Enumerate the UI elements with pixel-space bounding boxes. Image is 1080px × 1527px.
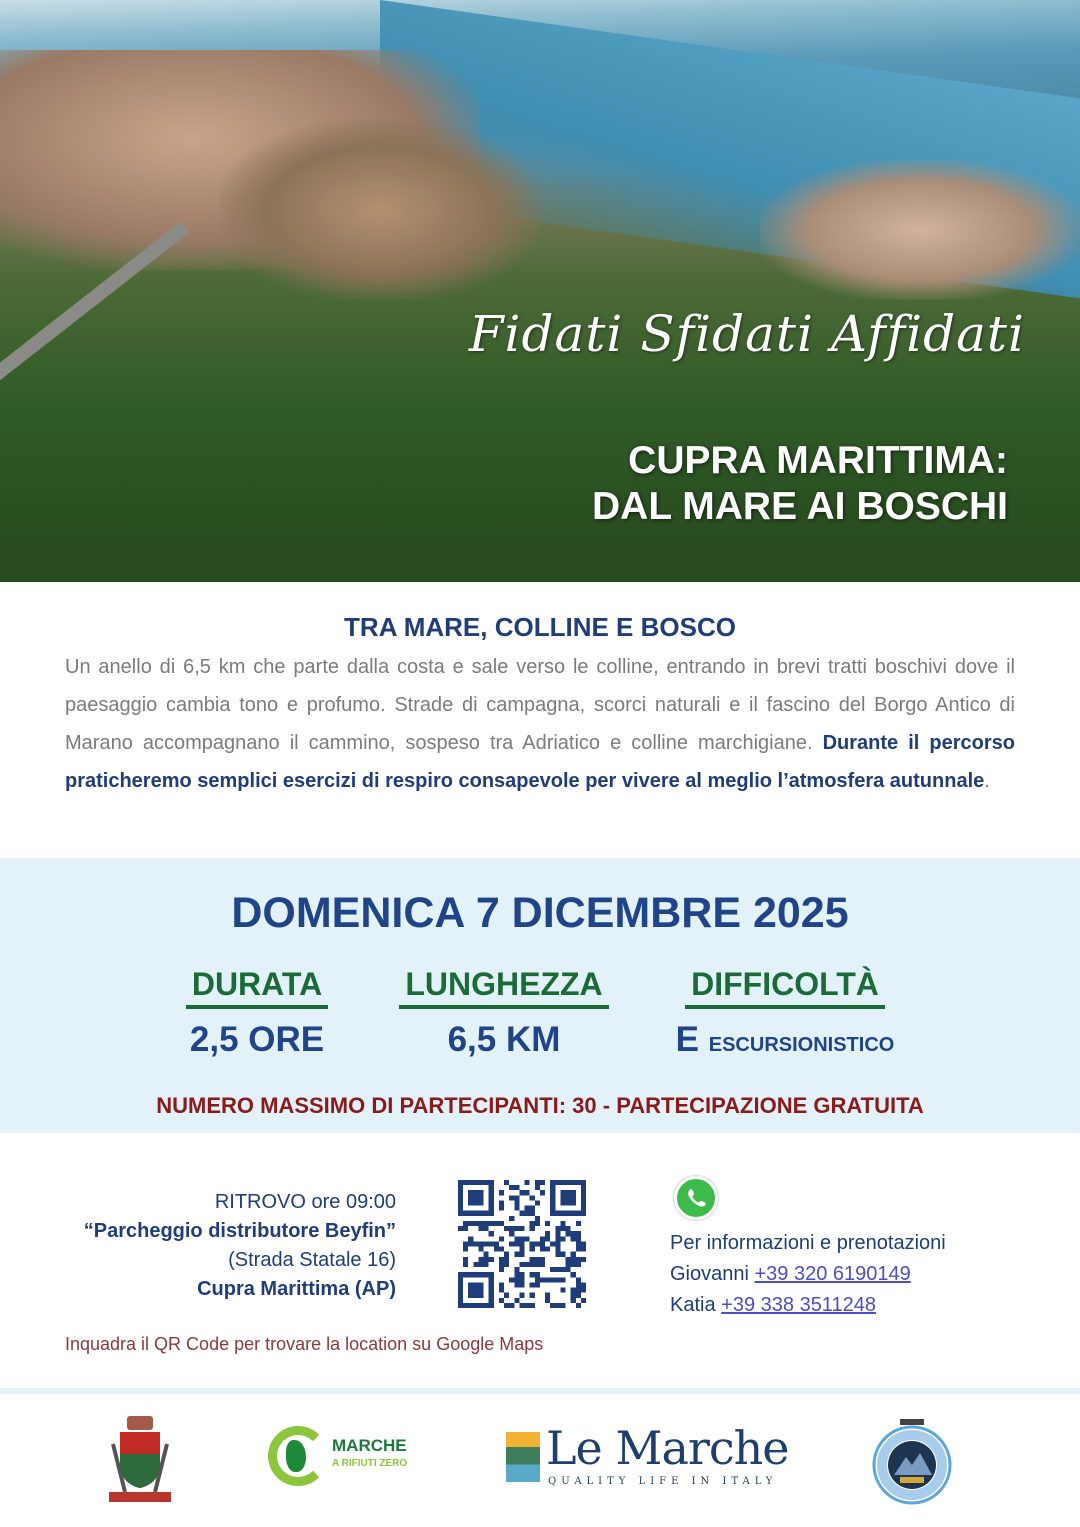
stat-difficulty: DIFFICOLTÀ E ESCURSIONISTICO	[675, 966, 895, 1059]
whatsapp-icon	[674, 1176, 718, 1220]
municipality-crest-logo	[105, 1414, 175, 1506]
intro-heading: TRA MARE, COLLINE E BOSCO	[344, 612, 736, 642]
le-marche-logo: Le Marche QUALITY LIFE IN ITALY	[506, 1424, 776, 1496]
stat-duration: DURATA 2,5 ORE	[176, 965, 338, 1061]
phone-link-giovanni[interactable]: +39 320 6190149	[754, 1263, 911, 1285]
qr-note: Inquadra il QR Code per trovare la location su Google Maps	[65, 1334, 544, 1354]
event-date: DOMENICA 7 DICEMBRE 2025	[231, 889, 849, 937]
marche-rifiuti-zero-logo: MARCHE A RIFIUTI ZERO	[268, 1426, 418, 1488]
phone-link-katia[interactable]: +39 338 3511248	[721, 1294, 876, 1316]
divider	[0, 1388, 1080, 1394]
participants-limit: NUMERO MASSIMO DI PARTECIPANTI: 30 - PARTECIPAZIONE GRATUITA	[156, 1093, 924, 1118]
contact-info: Per informazioni e prenotazioni Giovanni +39 320 6190149 Katia +39 338 3511248	[670, 1232, 946, 1316]
title-line-1: CUPRA MARITTIMA:	[628, 439, 1008, 482]
hero-image	[0, 0, 1080, 582]
castle	[220, 120, 540, 300]
title-line-2: DAL MARE AI BOSCHI	[591, 485, 1008, 528]
intro-section	[65, 612, 1015, 800]
hero-title	[592, 438, 1008, 530]
coastal-town	[760, 160, 1080, 300]
hiking-guide-badge-logo	[870, 1415, 954, 1507]
tagline: Fidati Sfidati Affidati	[468, 305, 1025, 363]
qr-code[interactable]	[457, 1180, 587, 1308]
intro-text: Un anello di 6,5 km che parte dalla costa e sale verso le colline, entrando in brevi tratti boschivi dove il paesaggio cambia tono e profumo. Strade di campagna, scorci naturali e il fascino del Borgo Antico di Marano accompagnano il cammino, sospeso tra Adriatico e colline marchigiane. Durante il percorso praticheremo semplici esercizi di respiro consapevole per vivere al meglio l’atmosfera autunnale.	[65, 656, 1015, 792]
meeting-point: RITROVO ore 09:00 “Parcheggio distributore Beyfin” (Strada Statale 16) Cupra Marittima (AP)	[83, 1191, 396, 1300]
stat-length: LUNGHEZZA 6,5 KM	[390, 965, 618, 1061]
